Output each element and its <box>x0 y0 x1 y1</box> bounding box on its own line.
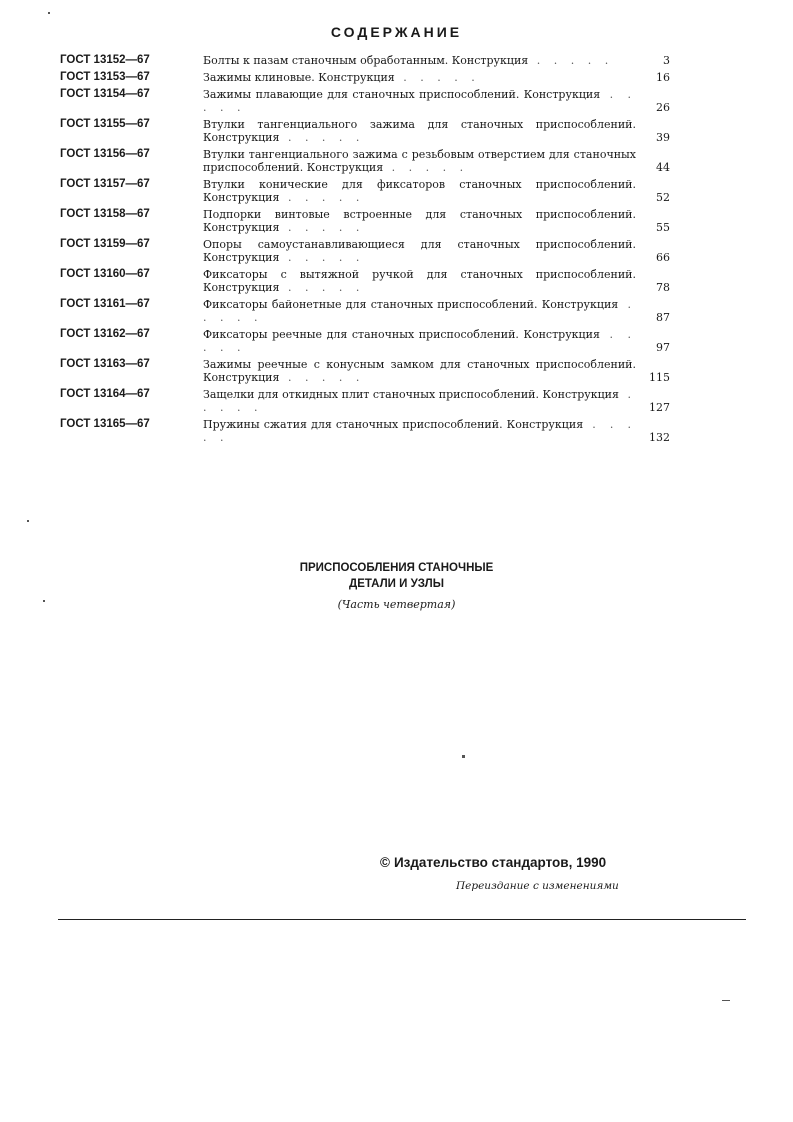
toc-standard-code: ГОСТ 13165—67 <box>60 418 150 430</box>
collection-heading-line1: ПРИСПОСОБЛЕНИЯ СТАНОЧНЫЕ <box>299 562 494 574</box>
toc-entry-title-text: Подпорки винтовые встроенные для станочных приспособлений. Конструкция <box>203 208 636 234</box>
dot-leader: . . . . . <box>279 131 365 144</box>
toc-entry-title <box>203 71 636 84</box>
toc-page-number: 39 <box>656 131 670 144</box>
dot-leader: . . . . . <box>203 298 636 324</box>
toc-standard-code: ГОСТ 13158—67 <box>60 208 150 220</box>
toc-entry-title <box>203 418 636 444</box>
toc-entry-title-text: Втулки конические для фиксаторов станочных приспособлений. Конструкция <box>203 178 636 204</box>
page-title: СОДЕРЖАНИЕ <box>330 24 463 40</box>
dot-leader: . . . . . <box>279 221 365 234</box>
toc-standard-code: ГОСТ 13161—67 <box>60 298 150 310</box>
scan-speck <box>462 755 465 758</box>
scan-speck <box>722 1000 730 1001</box>
reprint-note: Переиздание с изменениями <box>456 880 619 892</box>
toc-entry-title-text: Втулки тангенциального зажима с резьбовым отверстием для станочных приспособлений. Конструкция <box>203 148 636 174</box>
toc-standard-code: ГОСТ 13157—67 <box>60 178 150 190</box>
toc-standard-code: ГОСТ 13155—67 <box>60 118 150 130</box>
toc-entry-title <box>203 328 636 354</box>
dot-leader: . . . . . <box>203 88 636 114</box>
collection-heading <box>0 560 793 592</box>
toc-entry-title-text: Фиксаторы байонетные для станочных приспособлений. Конструкция <box>203 298 619 311</box>
dot-leader: . . . . . <box>394 71 480 84</box>
toc-standard-code: ГОСТ 13152—67 <box>60 54 150 66</box>
toc-page-number: 66 <box>656 251 670 264</box>
toc-entry-title <box>203 388 636 414</box>
toc-entry-title-text: Зажимы клиновые. Конструкция <box>203 71 395 84</box>
toc-entry <box>60 71 670 84</box>
dot-leader: . . . . . <box>279 191 365 204</box>
toc-page-number: 115 <box>649 371 670 384</box>
toc-entry-title-text: Фиксаторы реечные для станочных приспособлений. Конструкция <box>203 328 600 341</box>
toc-entry-title-text: Зажимы плавающие для станочных приспособлений. Конструкция <box>203 88 601 101</box>
toc-entry-title <box>203 54 636 67</box>
toc-entry <box>60 298 670 324</box>
toc-page-number: 132 <box>649 431 670 444</box>
toc-page-number: 127 <box>649 401 670 414</box>
dot-leader: . . . . . <box>279 371 365 384</box>
toc-page-number: 78 <box>656 281 670 294</box>
divider <box>58 919 746 920</box>
toc-entry-title <box>203 88 636 114</box>
dot-leader: . . . . . <box>528 54 614 67</box>
toc-entry-title <box>203 118 636 144</box>
toc-entry <box>60 148 670 174</box>
scan-speck <box>43 600 45 602</box>
dot-leader: . . . . . <box>279 251 365 264</box>
toc-entry-title <box>203 298 636 324</box>
toc-entry <box>60 88 670 114</box>
toc-entry-title-text: Болты к пазам станочным обработанным. Конструкция <box>203 54 529 67</box>
toc-standard-code: ГОСТ 13162—67 <box>60 328 150 340</box>
dot-leader: . . . . . <box>203 418 636 444</box>
toc-entry-title-text: Пружины сжатия для станочных приспособлений. Конструкция <box>203 418 584 431</box>
toc-entry-title <box>203 238 636 264</box>
toc-entry <box>60 418 670 444</box>
collection-heading-line2: ДЕТАЛИ И УЗЛЫ <box>349 578 444 590</box>
toc-entry-title <box>203 148 636 174</box>
toc-page-number: 3 <box>663 54 670 67</box>
toc-entry <box>60 268 670 294</box>
toc-entry-title-text: Фиксаторы с вытяжной ручкой для станочных приспособлений. Конструкция <box>203 268 636 294</box>
toc-entry <box>60 358 670 384</box>
toc-entry <box>60 238 670 264</box>
toc-entry <box>60 54 670 67</box>
dot-leader: . . . . . <box>203 328 636 354</box>
toc-entry <box>60 208 670 234</box>
scan-speck <box>48 12 50 14</box>
toc-page-number: 44 <box>656 161 670 174</box>
toc-entry-title <box>203 178 636 204</box>
toc-standard-code: ГОСТ 13154—67 <box>60 88 150 100</box>
scan-speck <box>27 520 29 522</box>
publisher-text: Издательство стандартов, 1990 <box>393 855 607 870</box>
toc-page-number: 52 <box>656 191 670 204</box>
toc-entry <box>60 328 670 354</box>
toc-entry-title-text: Опоры самоустанавливающиеся для станочных приспособлений. Конструкция <box>203 238 636 264</box>
toc-standard-code: ГОСТ 13160—67 <box>60 268 150 280</box>
toc-page-number: 26 <box>656 101 670 114</box>
toc-entry <box>60 388 670 414</box>
dot-leader: . . . . . <box>203 388 637 414</box>
toc-entry-title-text: Защелки для откидных плит станочных приспособлений. Конструкция <box>203 388 619 401</box>
publisher-line <box>380 855 606 870</box>
toc-standard-code: ГОСТ 13159—67 <box>60 238 150 250</box>
toc-entry-title <box>203 358 636 384</box>
toc-page-number: 97 <box>656 341 670 354</box>
toc-entry <box>60 178 670 204</box>
toc-page-number: 16 <box>656 71 670 84</box>
toc-entry-title-text: Зажимы реечные с конусным замком для станочных приспособлений. Конструкция <box>203 358 636 384</box>
toc-page-number: 55 <box>656 221 670 234</box>
toc-entry-title <box>203 268 636 294</box>
collection-part: (Часть четвертая) <box>337 598 456 611</box>
dot-leader: . . . . . <box>279 281 365 294</box>
toc-standard-code: ГОСТ 13163—67 <box>60 358 150 370</box>
toc-standard-code: ГОСТ 13164—67 <box>60 388 150 400</box>
dot-leader: . . . . . <box>383 161 469 174</box>
toc-entry-title-text: Втулки тангенциального зажима для станочных приспособлений. Конструкция <box>203 118 636 144</box>
toc-entry-title <box>203 208 636 234</box>
table-of-contents <box>60 54 670 448</box>
copyright-icon: © <box>380 855 390 870</box>
toc-entry <box>60 118 670 144</box>
toc-standard-code: ГОСТ 13156—67 <box>60 148 150 160</box>
toc-standard-code: ГОСТ 13153—67 <box>60 71 150 83</box>
toc-page-number: 87 <box>656 311 670 324</box>
